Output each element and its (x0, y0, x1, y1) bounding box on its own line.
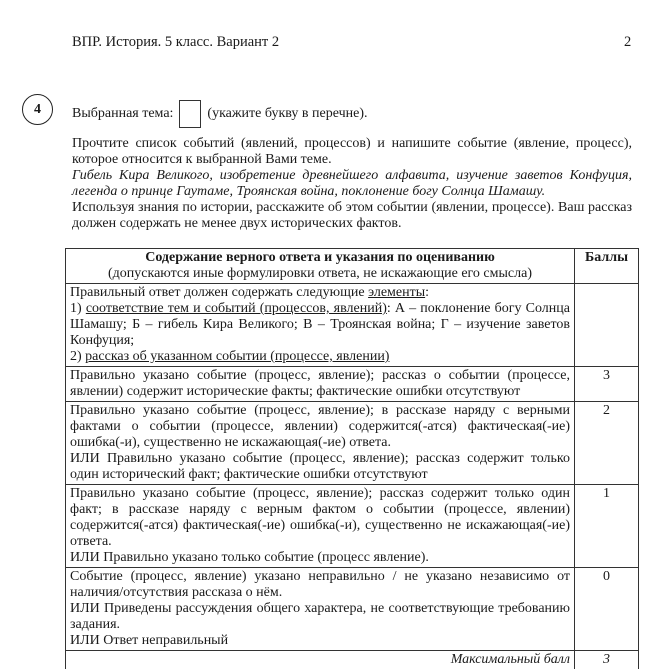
task-number: 4 (22, 94, 53, 125)
score-cell: 3 (575, 367, 639, 402)
answer-elements (66, 284, 575, 367)
theme-hint: (укажите букву в перечне). (207, 106, 368, 121)
criteria-text: Правильно указано событие (процесс, явление); рассказ о событии (процессе, явлении) содержит исторические факты; фактические ошибки отсутствуют (70, 368, 570, 399)
criteria-cell (66, 485, 575, 568)
score-cell: 0 (575, 568, 639, 651)
header-title: Содержание верного ответа и указания по оцениванию (145, 250, 495, 265)
header-score: Баллы (575, 249, 639, 284)
table-row (66, 284, 639, 367)
score-cell (575, 284, 639, 367)
page-number: 2 (624, 34, 632, 50)
text: : А – поклонение богу Солнца Шамашу; Б – гибель Кира Великого; В – Троянская война; Г – изучение заветов Конфуция; (70, 301, 570, 348)
text: соответствие тем и событий (процессов, явлений) (85, 301, 387, 316)
header-subtitle: (допускаются иные формулировки ответа, не искажающие его смысла) (108, 266, 532, 281)
criteria-text: ИЛИ Правильно указано событие (процесс, явление); рассказ содержит только один исторический факт; фактические ошибки отсутствуют (70, 451, 570, 482)
header-content (66, 249, 575, 284)
max-score-label: Максимальный балл (66, 651, 575, 669)
table-row (66, 485, 639, 568)
theme-label: Выбранная тема: (72, 106, 174, 121)
criteria-cell (66, 367, 575, 402)
event-list: Гибель Кира Великого, изобретение древнейшего алфавита, изучение заветов Конфуция, легенда о принце Гаутаме, Троянская война, поклонение богу Солнца Шамашу. (72, 168, 632, 199)
task-instruction-2: Используя знания по истории, расскажите об этом событии (явлении, процессе). Ваш рассказ должен содержать не менее двух исторических фактов. (72, 200, 632, 231)
text: 2) (70, 349, 86, 364)
criteria-text: ИЛИ Правильно указано только событие (процесс явление). (70, 550, 429, 565)
text: элементы (368, 285, 426, 300)
text: рассказ об указанном событии (процессе, явлении) (85, 349, 390, 364)
text: Правильный ответ должен содержать следующие (70, 285, 369, 300)
criteria-text: ИЛИ Приведены рассуждения общего характера, не соответствующие требованию задания. (70, 601, 570, 632)
score-cell: 1 (575, 485, 639, 568)
theme-selection (72, 100, 368, 128)
table-row (66, 568, 639, 651)
text: : (425, 285, 430, 300)
table-footer (66, 651, 639, 669)
max-score: 3 (575, 651, 639, 669)
criteria-cell (66, 568, 575, 651)
criteria-text: ИЛИ Ответ неправильный (70, 633, 229, 648)
task-instruction: Прочтите список событий (явлений, процессов) и напишите событие (явление, процесс), которое относится к выбранной Вами теме. (72, 136, 632, 167)
table-row (66, 367, 639, 402)
table-header (66, 249, 639, 284)
task-text (72, 136, 632, 232)
criteria-cell (66, 402, 575, 485)
criteria-text: Правильно указано событие (процесс, явление); рассказ содержит только один факт; в рассказе наряду с верным фактом о событии (процессе, явлении) содержится(-атся) фактическая(-ие) ошибка(-и), существенно не искажающая(-ие) ответа. (70, 486, 570, 549)
theme-answer-box[interactable] (179, 100, 201, 128)
table-row (66, 402, 639, 485)
criteria-text: Событие (процесс, явление) указано неправильно / не указано независимо от наличия/отсутствия рассказа о нём. (70, 569, 570, 600)
score-cell: 2 (575, 402, 639, 485)
page-header-title: ВПР. История. 5 класс. Вариант 2 (72, 34, 280, 50)
criteria-text: Правильно указано событие (процесс, явление); в рассказе наряду с верными фактами о событии (процессе, явлении) содержится(-атся) фактическая(-ие) ошибка(-и), существенно не искажающая(-ие) ответа. (70, 403, 570, 450)
grading-table (65, 248, 639, 669)
text: 1) (70, 301, 86, 316)
